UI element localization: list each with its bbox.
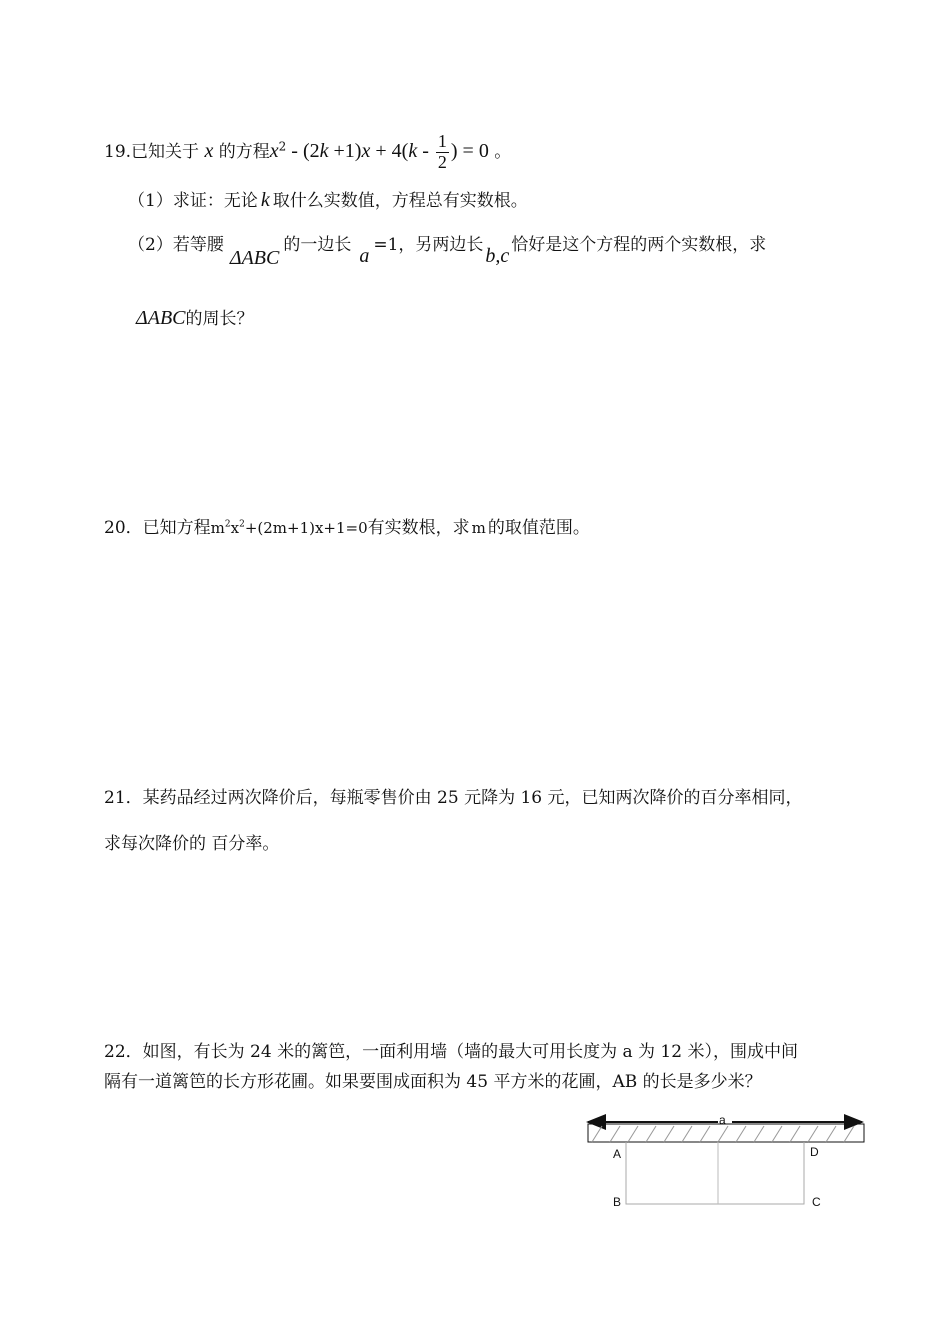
figure-label-B: B: [613, 1195, 622, 1209]
figure-label-D: D: [810, 1145, 819, 1159]
q19-equation: $x^2 - (2k +1)x + 4(k$ - $\frac{1}{2}$ ) = 0: [269, 131, 489, 172]
wall-hatching: [592, 1126, 854, 1142]
q20-text: 20．已知方程$m^2x^2+(2m+1)x+1=0$有实数根，求 m 的取值范围。: [104, 518, 590, 538]
q19-part1: （1）求证：无论 k 取什么实数值，方程总有实数根。: [128, 189, 528, 211]
q19-part2: （2）若等腰ΔABC的一边长 a =1，另两边长 b,c 恰好是这个方程的两个实数根，求: [128, 235, 767, 269]
q22-line1: 22．如图，有长为 24 米的篱笆，一面利用墙（墙的最大可用长度为 a 为 12 米），围成中间: [104, 1042, 798, 1062]
q21-line1: 21．某药品经过两次降价后，每瓶零售价由 25 元降为 16 元，已知两次降价的百分率相同，: [104, 788, 803, 808]
figure-label-A: A: [613, 1147, 622, 1161]
fence-outline: [626, 1142, 804, 1204]
figure-label-a: a: [719, 1113, 726, 1127]
fraction-one-half: $\frac{1}{2}$: [437, 131, 447, 172]
q19-title: 19.已知关于 x 的方程$x^2 - (2k +1)x + 4(k$ - $\frac{1}{2}$ ) = 0 。: [104, 131, 512, 172]
q22-line2: 隔有一道篱笆的长方形花圃。如果要围成面积为 45 平方米的花圃，AB 的长是多少米？: [104, 1072, 762, 1092]
q19-part2-continued: ΔABC的周长？: [136, 307, 254, 329]
figure-label-C: C: [812, 1195, 821, 1209]
q21-line2: 求每次降价的 百分率。: [104, 834, 280, 854]
